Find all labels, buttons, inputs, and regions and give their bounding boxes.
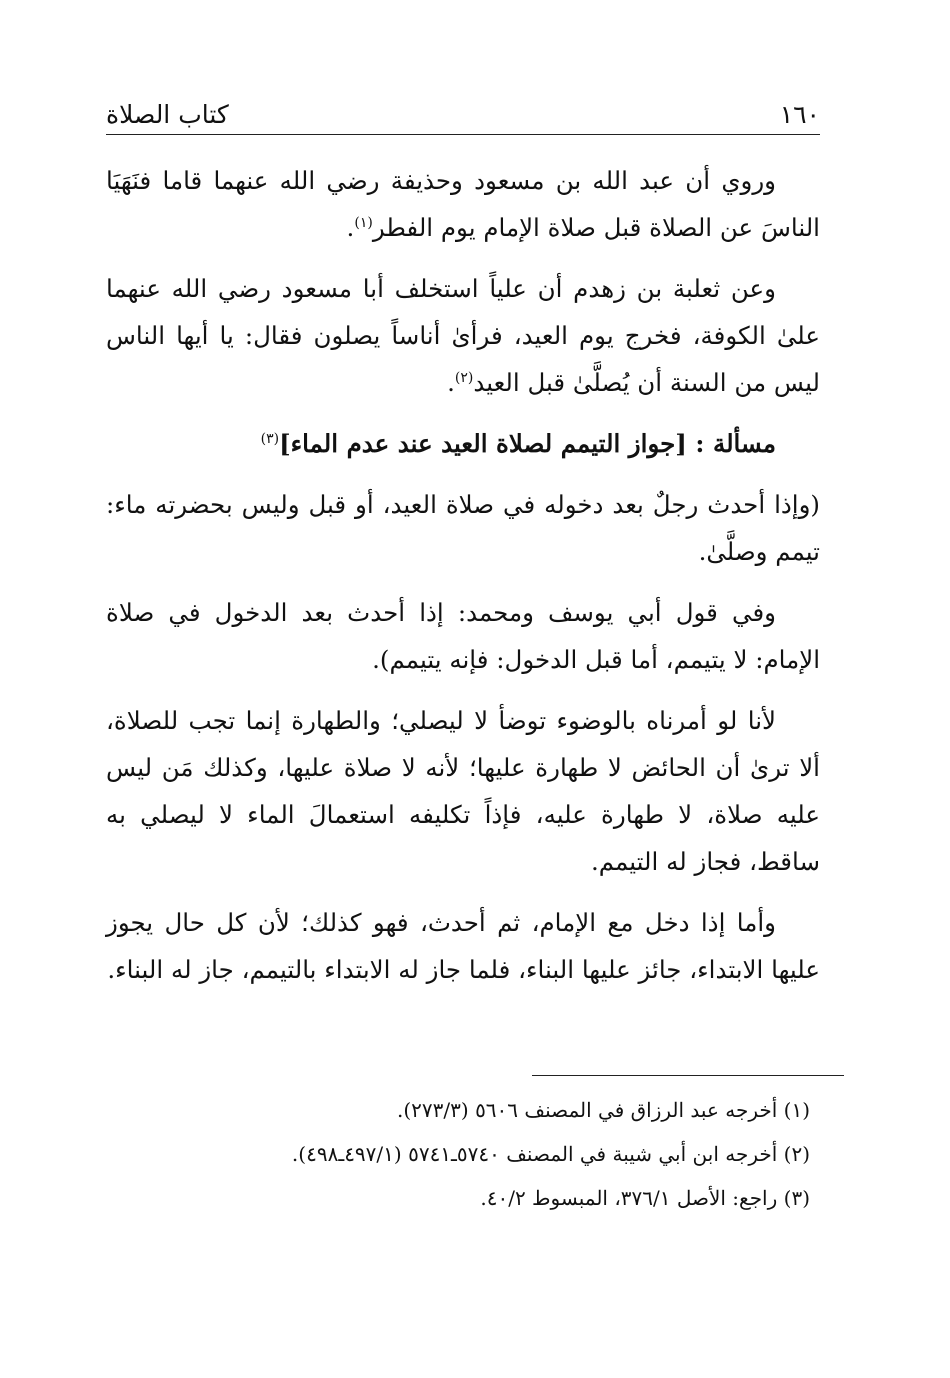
paragraph-4: وفي قول أبي يوسف ومحمد: إذا أحدث بعد الدخول في صلاة الإمام: لا يتيمم، أما قبل الدخول: فإنه يتيمم). xyxy=(106,598,820,674)
footnote-ref-1: (١) xyxy=(354,214,373,231)
footnote-1: (١) أخرجه عبد الرزاق في المصنف ٥٦٠٦ (٢٧٣/٣). xyxy=(397,1098,810,1122)
paragraph-2-tail: . xyxy=(447,368,455,397)
paragraph-2 xyxy=(106,265,820,406)
footnote-3: (٣) راجع: الأصل ٣٧٦/١، المبسوط ٤٠/٢. xyxy=(480,1186,810,1210)
footnote-ref-3: (٣) xyxy=(260,430,280,447)
footnote-2: (٢) أخرجه ابن أبي شيبة في المصنف ٥٧٤٠ـ٥٧٤١ (٤٩٧/١ـ٤٩٨). xyxy=(291,1142,810,1166)
page xyxy=(106,88,820,1007)
running-title: كتاب الصلاة xyxy=(106,100,229,129)
paragraph-2-text: وعن ثعلبة بن زهدم أن علياً استخلف أبا مسعود رضي الله عنهما علىٰ الكوفة، فخرج يوم العيد، فرأىٰ أناساً يصلون فقال: يا أيها الناس ليس من السنة أن يُصلَّىٰ قبل العيد xyxy=(106,274,820,397)
paragraph-6: وأما إذا دخل مع الإمام، ثم أحدث، فهو كذلك؛ لأن كل حال يجوز عليها الابتداء، جائز عليها البناء، فلما جاز له الابتداء بالتيمم، جاز له البناء. xyxy=(106,908,820,984)
paragraph-3: (وإذا أحدث رجلٌ بعد دخوله في صلاة العيد، أو قبل وليس بحضرته ماء: تيمم وصلَّىٰ. xyxy=(106,490,820,566)
footnote-ref-2: (٢) xyxy=(454,369,474,386)
footnotes xyxy=(170,1088,810,1220)
masala-label: مسألة : xyxy=(695,429,776,458)
paragraph-1-tail: . xyxy=(346,213,355,242)
page-number: ١٦٠ xyxy=(779,100,820,129)
masala-heading xyxy=(106,420,820,467)
page-header xyxy=(106,88,820,135)
masala-title: [جواز التيمم لصلاة العيد عند عدم الماء] xyxy=(279,429,687,458)
paragraph-1 xyxy=(106,157,820,251)
paragraph-5: لأنا لو أمرناه بالوضوء توضأ لا ليصلي؛ والطهارة إنما تجب للصلاة، ألا ترىٰ أن الحائض لا طهارة عليها؛ لأنه لا صلاة عليها، وكذلك مَن ليس عليه صلاة، لا طهارة عليه، فإذاً تكليفه استعمالَ الماء لا ليصلي به ساقط، فجاز له التيمم. xyxy=(106,706,820,876)
paragraph-1-text: وروي أن عبد الله بن مسعود وحذيفة رضي الله عنهما قاما فنَهَيَا الناسَ عن الصلاة قبل صلاة الإمام يوم الفطر xyxy=(106,166,820,242)
body-text xyxy=(106,157,820,993)
footnote-divider xyxy=(532,1075,844,1076)
